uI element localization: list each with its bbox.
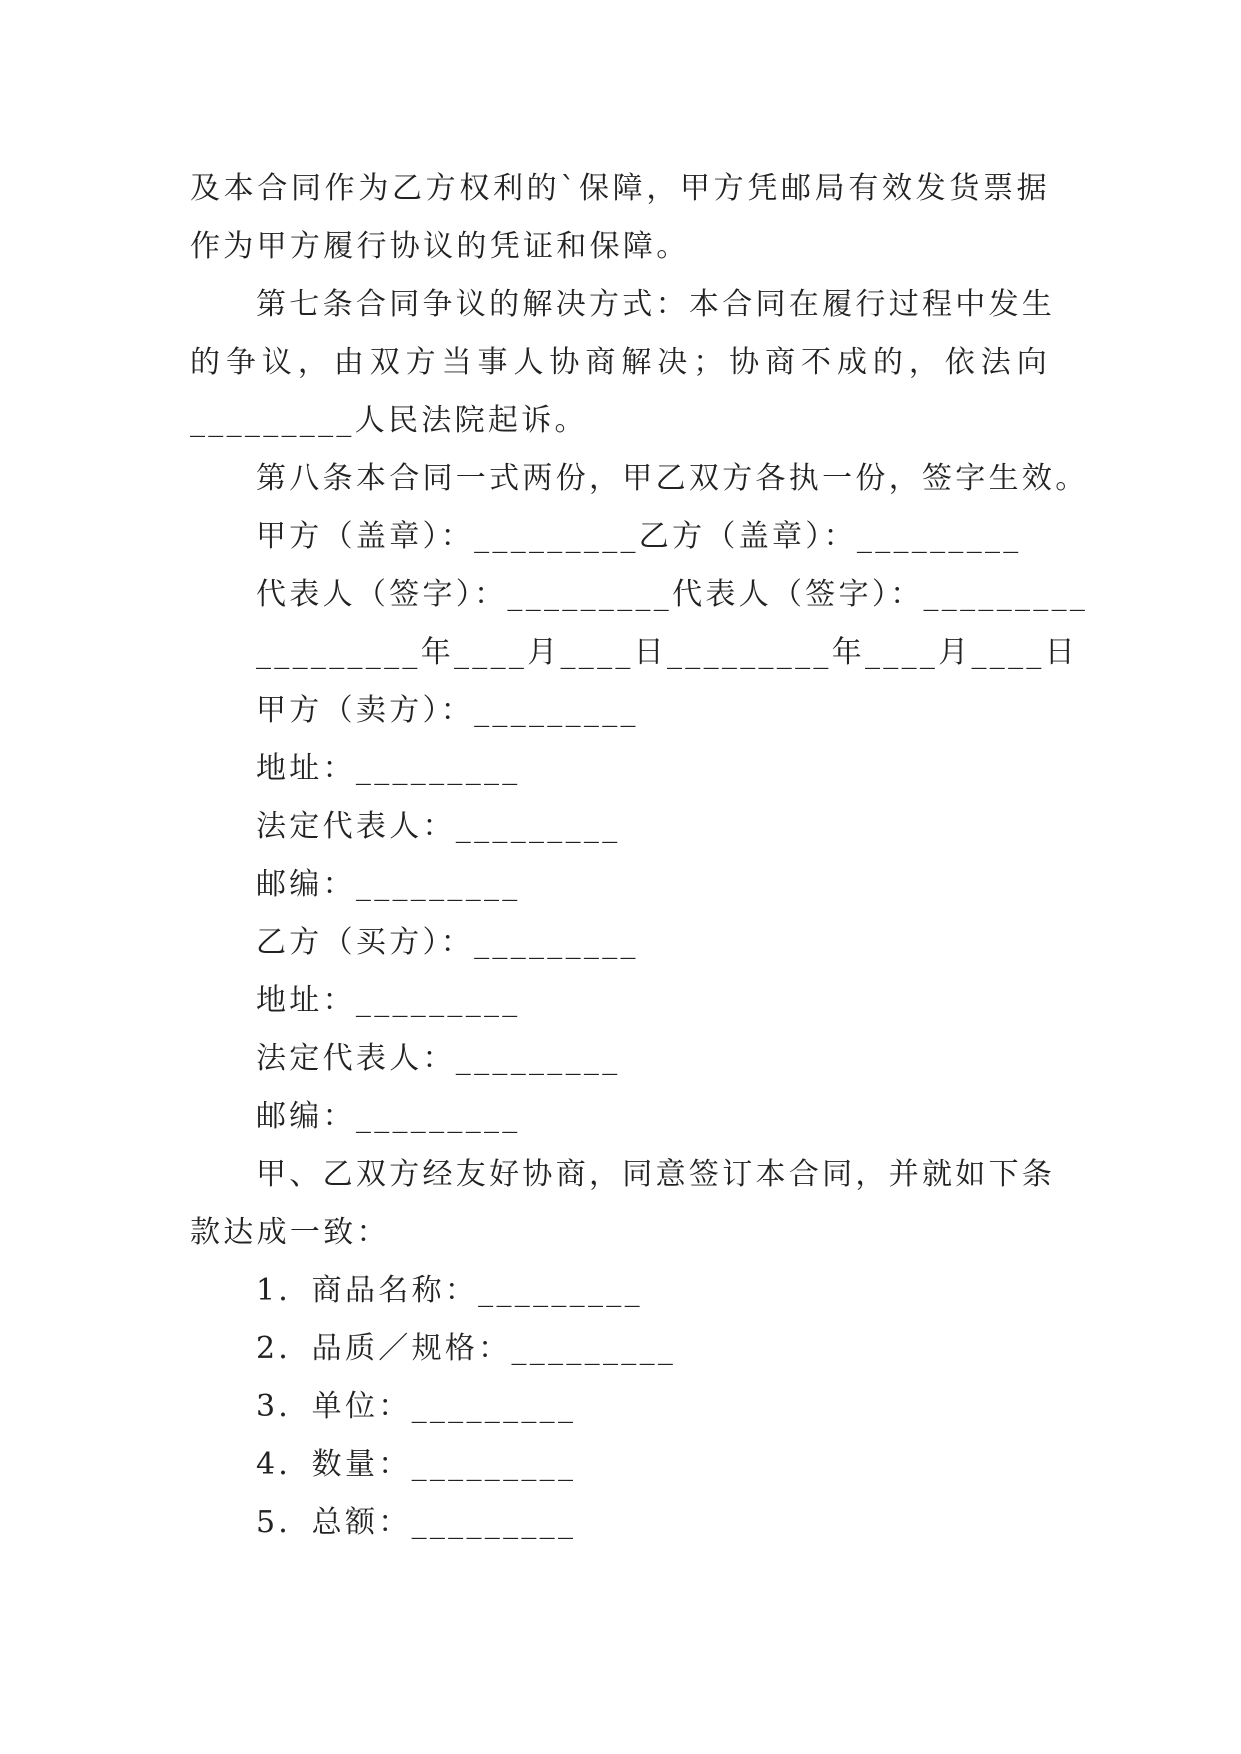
agreement-intro-line: 款达成一致： <box>190 1215 390 1250</box>
party-b-buyer-line: 乙方（买方）：_________ <box>256 925 639 960</box>
party-a-seller-line: 甲方（卖方）：_________ <box>256 693 639 728</box>
paragraph-line: 及本合同作为乙方权利的`保障，甲方凭邮局有效发货票据 <box>190 171 1050 206</box>
party-b-postcode-line: 邮编：_________ <box>256 1099 521 1134</box>
party-a-address-line: 地址：_________ <box>256 751 521 786</box>
item-quality-spec: 2．品质／规格：_________ <box>256 1331 677 1366</box>
party-b-legal-rep-line: 法定代表人：_________ <box>256 1041 621 1076</box>
clause-seven-line: 的争议，由双方当事人协商解决；协商不成的，依法向 <box>190 345 1050 380</box>
representative-line: 代表人（签字）：_________代表人（签字）：_________ <box>256 577 1089 612</box>
agreement-intro-line: 甲、乙双方经友好协商，同意签订本合同，并就如下条 <box>256 1157 1056 1192</box>
party-b-address-line: 地址：_________ <box>256 983 521 1018</box>
item-unit: 3．单位：_________ <box>256 1389 577 1424</box>
paragraph-line: 作为甲方履行协议的凭证和保障。 <box>190 229 690 264</box>
court-line: _________人民法院起诉。 <box>190 403 588 438</box>
item-quantity: 4．数量：_________ <box>256 1447 577 1482</box>
seal-line: 甲方（盖章）：_________乙方（盖章）：_________ <box>256 519 1022 554</box>
clause-seven-line: 第七条合同争议的解决方式：本合同在履行过程中发生 <box>256 287 1056 322</box>
document-body <box>190 160 1089 1552</box>
clause-eight-line: 第八条本合同一式两份，甲乙双方各执一份，签字生效。 <box>256 461 1089 496</box>
party-a-postcode-line: 邮编：_________ <box>256 867 521 902</box>
item-product-name: 1．商品名称：_________ <box>256 1273 643 1308</box>
item-total-amount: 5．总额：_________ <box>256 1505 577 1540</box>
party-a-legal-rep-line: 法定代表人：_________ <box>256 809 621 844</box>
date-line: _________年____月____日_________年____月____日 <box>256 635 1078 670</box>
